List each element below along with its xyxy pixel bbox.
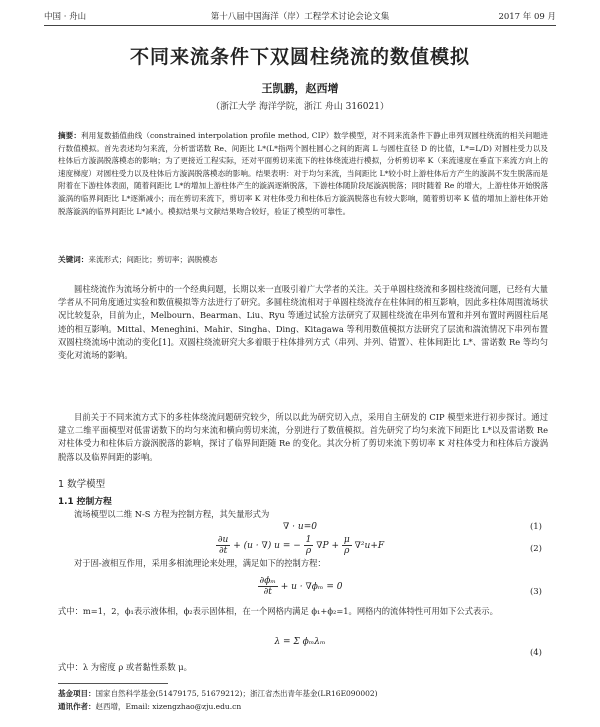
body-line-multiphase: 对于固-液相互作用，采用多相流理论来处理，满足如下的控制方程：	[74, 558, 326, 568]
paper-affiliation: （浙江大学 海洋学院，浙江 舟山 316021）	[211, 102, 389, 112]
eq2-viscous: ∇²u+F	[354, 541, 385, 551]
footnote-funding-label: 基金项目：	[58, 689, 96, 698]
section-heading-1: 1 数学模型	[58, 479, 106, 490]
eq3-dphi-dt: $\frac{\text{∂ϕₘ}}{\partial t}$	[259, 576, 276, 597]
equation-1-number: (1)	[529, 522, 542, 532]
header-proceedings: 第十八届中国海洋（岸）工程学术讨论会论文集	[210, 12, 390, 22]
abstract-text: 利用复数插值曲线（constrained interpolation profile method, CIP）数学模型，对不同来流条件下静止串列双圆柱绕流的相关问题进行数值模拟。首先表述均匀来流，分析雷诺数 Re、间距比 L*(L*指两个圆柱圆心之间的距离 L 与圆柱直径 D 的比值，L*=L/D) 对圆柱受力以及柱体后方漩涡脱落模态的影响；为了更接近工程实际，还对平面剪切来流下的柱体绕流进行模拟，分析剪切率 K（来流速度在垂直下来流方向上的速度梯度）对圆柱受力以及柱体后方漩涡脱落模态的影响。结果表明：对于均匀来流，当间距比 L*较小时上游柱体后方产生的漩涡不发生脱落而是附着在下游柱体表面，随着间距比 L*的增加上游柱体产生的漩涡逐渐脱落，下游柱体随阶段尾漩涡脱落；同时随着 Re 的增大，上游柱体开始脱落漩涡的临界间距比 L*逐渐减小；而在剪切来流下，剪切率 K 对柱体受力和柱体后方漩涡脱落也有较大影响，随着剪切率 K 值的增加上游柱体开始脱落漩涡的临界间距比 L*减小。模拟结果与文献结果吻合较好，验证了模型的可靠性。	[58, 131, 548, 216]
eq2-one-over-rho: $\frac{1}{\rho}$	[305, 535, 312, 556]
subsection-heading-1-1: 1.1 控制方程	[58, 497, 112, 507]
intro-paragraph-2: 目前关于不同来流方式下的多柱体绕流问题研究较少，所以以此为研究切入点，采用自主研发的 CIP 模型来进行初步探讨。通过建立二维平面模型对低雷诺数下的均匀来流和横向剪切来流，分别进行了数值模拟。首先研究了均匀来流下间距比 L*以及雷诺数 Re 对柱体受力和柱体后方漩涡脱落的影响，探讨了临界间距随 Re 的变化。其次分析了剪切来流下剪切率 K 对柱体受力和柱体后方漩涡脱落以及临界间距的影响。	[58, 412, 548, 462]
footnote-author-text: 赵西增，Email: xizengzhao@zju.edu.cn	[95, 702, 242, 711]
equation-2	[200, 535, 400, 556]
equation-3-number: (3)	[529, 587, 542, 597]
eq2-pressure: ∇P +	[316, 541, 340, 551]
abstract-label: 摘要：	[58, 131, 81, 140]
intro-paragraph-1: 圆柱绕流作为流场分析中的一个经典问题，长期以来一直吸引着广大学者的关注。关于单圆柱绕流和多圆柱绕流问题，已经有大量学者从不同角度通过实验和数值模拟等方法进行了研究。多圆柱绕流相对于单圆柱绕流存在柱体间的相互影响，因此多柱体周围流场状况比较复杂，目前为止，Melbourn、Bearman、Liu、Ryu 等通过试验方法研究了双圆柱绕流在串列布置和并列布置时两圆柱后尾迹的相互影响。Mittal、Meneghini、Mahir、Singha、Ding、Kitagawa 等利用数值模拟方法研究了层流和湍流情况下串列布置双圆柱绕流场中流动的变化[1]。双圆柱绕流研究大多着眼于柱体排列方式（串列、并列、错置）、柱体间距比 L*、雷诺数 Re 等均匀变化对流场的影响。	[58, 284, 548, 361]
equation-2-number: (2)	[529, 544, 542, 554]
body-line-governing-eq: 流场模型以二维 N-S 方程为控制方程，其矢量形式为	[74, 509, 270, 519]
eq2-du-dt: $\frac{\partial u}{\partial t}$	[217, 535, 229, 556]
equation-4: λ = Σ ϕₘλₘ	[274, 637, 326, 647]
equation-4-number: (4)	[529, 648, 542, 658]
eq2-convective: + (u · ∇) u = −	[233, 541, 301, 551]
abstract	[58, 130, 548, 218]
equation-3	[200, 576, 400, 597]
paper-authors: 王凯鹏，赵西增	[261, 82, 339, 95]
footnote-corresponding-author	[58, 701, 548, 712]
eq3-advection: + u · ∇ϕₘ = 0	[280, 582, 343, 592]
footnote-author-label: 通讯作者：	[58, 702, 96, 711]
paper-title: 不同来流条件下双圆柱绕流的数值模拟	[129, 46, 470, 68]
keywords	[58, 254, 548, 266]
header-location: 中国 · 舟山	[44, 12, 87, 22]
header-date: 2017 年 09 月	[498, 12, 556, 22]
running-header	[44, 10, 556, 24]
eq2-mu-over-rho: $\frac{\mu}{\rho}$	[343, 535, 350, 556]
header-rule	[44, 25, 556, 26]
keywords-label: 关键词：	[58, 255, 89, 264]
body-line-phase-def: 式中：m=1，2，ϕ₁表示液体相，ϕ₂表示固体相，在一个网格内满足 ϕ₁+ϕ₂=1。网格内的流体特性可用如下公式表示。	[58, 606, 498, 616]
footnote-funding-text: 国家自然科学基金(51479175, 51679212)；浙江省杰出青年基金(LR16E090002)	[95, 689, 378, 698]
keywords-text: 来流形式；间距比；剪切率；涡脱模态	[88, 255, 218, 264]
footnote-rule	[58, 683, 168, 684]
footnote-funding	[58, 688, 548, 699]
equation-1: ∇ · u=0	[283, 522, 317, 532]
body-line-lambda-def: 式中：λ 为密度 ρ 或者黏性系数 μ。	[58, 662, 192, 672]
